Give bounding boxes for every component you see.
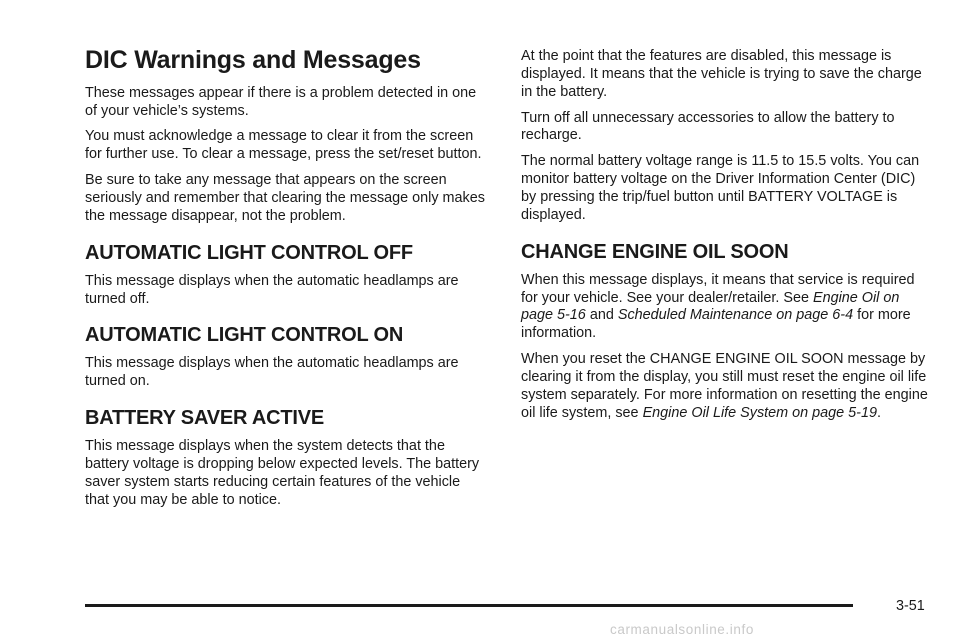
right-column [521,40,931,431]
alc-on-heading: AUTOMATIC LIGHT CONTROL ON [85,324,404,347]
alc-off-paragraph: This message displays when the automatic headlamps are turned off. [85,272,459,307]
alc-off-heading: AUTOMATIC LIGHT CONTROL OFF [85,241,413,264]
engine-oil-life-link[interactable]: Engine Oil Life System on page 5-19 [642,404,877,421]
battery-paragraph-2: At the point that the features are disabled, this message is displayed. It means that the vehicle is trying to save the charge in the battery. [521,48,922,100]
page-number: 3-51 [896,598,925,614]
oil-text-1b: for more information. [521,307,911,342]
change-oil-heading: CHANGE ENGINE OIL SOON [521,240,789,263]
watermark: carmanualsonline.info [610,622,754,637]
intro-paragraph-2: You must acknowledge a message to clear it from the screen for further use. To clear a message, press the set/reset button. [85,128,482,163]
scheduled-maintenance-link[interactable]: Scheduled Maintenance on page 6-4 [617,307,854,324]
battery-saver-heading: BATTERY SAVER ACTIVE [85,407,324,430]
oil-text-2b: . [876,404,881,421]
alc-on-paragraph: This message displays when the automatic headlamps are turned on. [85,355,459,390]
change-oil-paragraph-2 [521,351,931,422]
oil-text-and: and [589,307,614,324]
oil-text-1a: When this message displays, it means that service is required for your vehicle. See your dealer/retailer. See [521,271,915,306]
battery-paragraph-3: Turn off all unnecessary accessories to allow the battery to recharge. [521,109,895,144]
intro-paragraph-1: These messages appear if there is a problem detected in one of your vehicle’s systems. [85,84,477,119]
change-oil-paragraph-1 [521,272,931,343]
intro-paragraph-3: Be sure to take any message that appears on the screen seriously and remember that clearing the message only makes the message disappear, not the problem. [85,172,485,224]
battery-saver-paragraph: This message displays when the system detects that the battery voltage is dropping below expected levels. The battery saver system starts reducing certain features of the vehicle that you may be able to notice. [85,438,480,508]
battery-paragraph-4: The normal battery voltage range is 11.5 to 15.5 volts. You can monitor battery voltage on the Driver Information Center (DIC) by pressing the trip/fuel button until BATTERY VOLTAGE is displayed. [521,153,920,223]
oil-text-2a: When you reset the CHANGE ENGINE OIL SOON message by clearing it from the display, you still must reset the engine oil life system separately. For more information on resetting the engine oil life system, see [521,351,928,421]
footer-rule [85,604,853,607]
page-title: DIC Warnings and Messages [85,46,421,74]
engine-oil-link[interactable]: Engine Oil on page 5-16 [521,289,900,324]
left-column [85,40,485,518]
